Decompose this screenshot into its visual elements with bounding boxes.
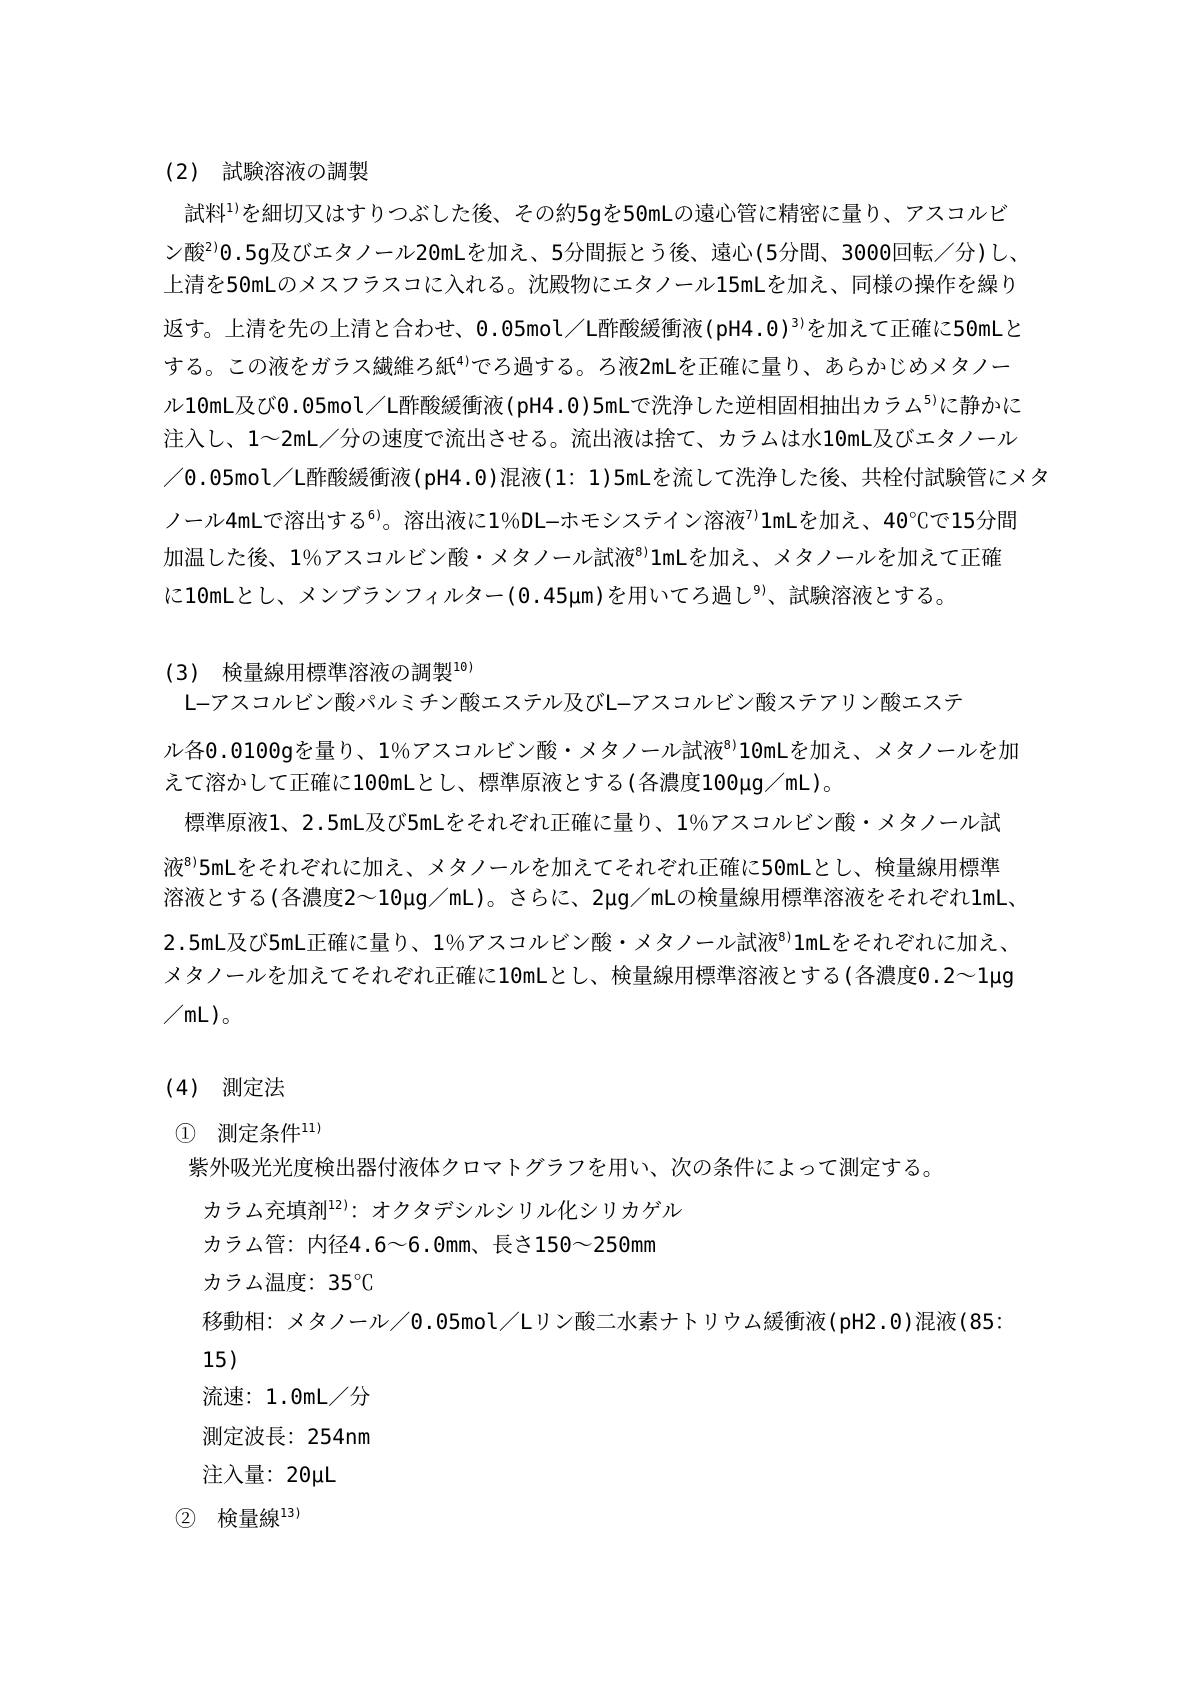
paragraph-line bbox=[163, 964, 1014, 988]
text-run: (3) 検量線用標準溶液の調製 bbox=[163, 661, 453, 685]
footnote-ref: 8) bbox=[184, 855, 199, 869]
paragraph-line bbox=[163, 196, 1008, 226]
paragraph-line bbox=[163, 311, 1024, 341]
text-run: カラム充填剤 bbox=[202, 1199, 328, 1223]
text-run: 2.5mL及び5mL正確に量り、1％アスコルビン酸・メタノール試液 bbox=[163, 931, 779, 955]
paragraph-line bbox=[163, 349, 1012, 379]
paragraph-line bbox=[163, 388, 1022, 418]
text-run: 、試験溶液とする。 bbox=[767, 584, 957, 608]
text-run: 5mLをそれぞれに加え、メタノールを加えてそれぞれ正確に50mLとし、検量線用標準 bbox=[198, 856, 1001, 880]
heading-line bbox=[163, 655, 475, 685]
paragraph-line bbox=[163, 771, 844, 795]
text-run: ：オクタデシルシリル化シリカゲル bbox=[349, 1199, 683, 1223]
text-run: ン酸 bbox=[163, 241, 205, 265]
text-run: えて溶かして正確に100mLとし、標準原液とする(各濃度100μg／mL)。 bbox=[163, 771, 845, 795]
text-run: 上清を50mLのメスフラスコに入れる。沈殿物にエタノール15mLを加え、同様の操作を繰り bbox=[163, 273, 1020, 297]
footnote-ref: 10) bbox=[452, 660, 475, 674]
text-run: 加温した後、1％アスコルビン酸・メタノール試液 bbox=[163, 546, 636, 570]
text-run: 15) bbox=[202, 1348, 240, 1372]
footnote-ref: 8) bbox=[635, 545, 650, 559]
paragraph-line bbox=[163, 733, 1019, 763]
paragraph-line bbox=[163, 427, 1018, 451]
footnote-ref: 11) bbox=[301, 1121, 323, 1135]
footnote-ref: 6) bbox=[367, 508, 383, 522]
text-run: 1mLをそれぞれに加え、 bbox=[792, 931, 1021, 955]
text-run: 注入量：20μL bbox=[202, 1463, 337, 1487]
text-run: を細切又はすりつぶした後、その約5gを50mLの遠心管に精密に量り、アスコルビ bbox=[240, 202, 1009, 226]
heading-line bbox=[163, 160, 369, 184]
text-run: ル各0.0100gを量り、1％アスコルビン酸・メタノール試液 bbox=[163, 739, 724, 763]
footnote-ref: 3) bbox=[791, 316, 806, 330]
footnote-ref: 5) bbox=[923, 393, 939, 407]
text-run: 溶液とする(各濃度2～10μg／mL)。さらに、2μg／mLの検量線用標準溶液をそれぞれ1mL、 bbox=[163, 886, 1029, 910]
text-run: 。溶出液に1％DL―ホモシステイン溶液 bbox=[382, 509, 746, 533]
paragraph-line bbox=[163, 540, 1002, 570]
paragraph-line bbox=[163, 466, 1050, 490]
text-run: カラム管：内径4.6～6.0mm、長さ150～250mm bbox=[202, 1233, 657, 1257]
heading-line bbox=[163, 1076, 285, 1100]
text-run: ② 検量線 bbox=[175, 1507, 280, 1531]
item-line bbox=[202, 1348, 240, 1372]
text-run: 返す。上清を先の上清と合わせ、0.05mol／L酢酸緩衝液(pH4.0) bbox=[163, 317, 792, 341]
text-run: する。この液をガラス繊維ろ紙 bbox=[163, 355, 457, 379]
text-run: 注入し、1～2mL／分の速度で流出させる。流出液は捨て、カラムは水10mL及びエタノール bbox=[163, 427, 1018, 451]
text-run: 流速：1.0mL／分 bbox=[202, 1385, 371, 1409]
text-run: メタノールを加えてそれぞれ正確に10mLとし、検量線用標準溶液とする(各濃度0.2～1μg bbox=[163, 964, 1015, 988]
footnote-ref: 13) bbox=[280, 1506, 302, 1520]
paragraph-line bbox=[163, 925, 1021, 955]
text-run: (4) 測定法 bbox=[163, 1076, 285, 1100]
item-line bbox=[202, 1193, 683, 1223]
paragraph-line bbox=[188, 1156, 944, 1180]
text-run: L―アスコルビン酸パルミチン酸エステル及びL―アスコルビン酸ステアリン酸エステ bbox=[163, 691, 964, 715]
text-run: 0.5g及びエタノール20mLを加え、5分間振とう後、遠心(5分間、3000回転／分)し、 bbox=[219, 241, 1031, 265]
item-line bbox=[202, 1463, 337, 1487]
text-run: 紫外吸光光度検出器付液体クロマトグラフを用い、次の条件によって測定する。 bbox=[188, 1156, 944, 1180]
paragraph-line bbox=[163, 886, 1029, 910]
paragraph-line bbox=[163, 503, 1018, 533]
text-run: カラム温度：35℃ bbox=[202, 1271, 375, 1295]
text-run: に10mLとし、メンブランフィルター(0.45μm)を用いてろ過し bbox=[163, 584, 754, 608]
text-run: 移動相：メタノール／0.05mol／Lリン酸二水素ナトリウム緩衝液(pH2.0)混液(85： bbox=[202, 1310, 1016, 1334]
subheading-line bbox=[175, 1116, 323, 1146]
text-run: ル10mL及び0.05mol／L酢酸緩衝液(pH4.0)5mLで洗浄した逆相固相抽出カラム bbox=[163, 394, 924, 418]
paragraph-line bbox=[163, 1003, 243, 1027]
item-line bbox=[202, 1385, 370, 1409]
footnote-ref: 8) bbox=[723, 738, 739, 752]
text-run: を加えて正確に50mLと bbox=[805, 317, 1025, 341]
item-line bbox=[202, 1425, 370, 1449]
text-run: 10mLを加え、メタノールを加 bbox=[738, 739, 1020, 763]
footnote-ref: 12) bbox=[327, 1198, 350, 1212]
paragraph-line bbox=[163, 811, 1001, 835]
paragraph-line bbox=[163, 578, 957, 608]
text-run: 測定波長：254nm bbox=[202, 1425, 371, 1449]
text-run: 液 bbox=[163, 856, 184, 880]
text-run: 1mLを加え、メタノールを加えて正確 bbox=[649, 546, 1003, 570]
text-run: 標準原液1、2.5mL及び5mLをそれぞれ正確に量り、1％アスコルビン酸・メタノール試 bbox=[163, 811, 1001, 835]
footnote-ref: 8) bbox=[778, 930, 793, 944]
text-run: 1mLを加え、40℃で15分間 bbox=[759, 509, 1018, 533]
footnote-ref: 1) bbox=[226, 201, 241, 215]
footnote-ref: 2) bbox=[205, 240, 220, 254]
item-line bbox=[202, 1271, 374, 1295]
subheading-line bbox=[175, 1501, 302, 1531]
footnote-ref: 9) bbox=[753, 583, 768, 597]
text-run: ／mL)。 bbox=[163, 1003, 243, 1027]
footnote-ref: 7) bbox=[745, 508, 760, 522]
text-run: ノール4mLで溶出する bbox=[163, 509, 368, 533]
text-run: でろ過する。ろ液2mLを正確に量り、あらかじめメタノー bbox=[470, 355, 1012, 379]
text-run: ① 測定条件 bbox=[175, 1122, 301, 1146]
paragraph-line bbox=[163, 273, 1019, 297]
text-run: に静かに bbox=[938, 394, 1023, 418]
text-run: (2) 試験溶液の調製 bbox=[163, 160, 369, 184]
text-run: 試料 bbox=[163, 202, 226, 226]
text-run: ／0.05mol／L酢酸緩衝液(pH4.0)混液(1：1)5mLを流して洗浄した後、共栓付試験管にメタ bbox=[163, 466, 1051, 490]
item-line bbox=[202, 1310, 1016, 1334]
item-line bbox=[202, 1233, 656, 1257]
paragraph-line bbox=[163, 850, 1001, 880]
paragraph-line bbox=[163, 691, 964, 715]
footnote-ref: 4) bbox=[456, 354, 471, 368]
paragraph-line bbox=[163, 235, 1030, 265]
